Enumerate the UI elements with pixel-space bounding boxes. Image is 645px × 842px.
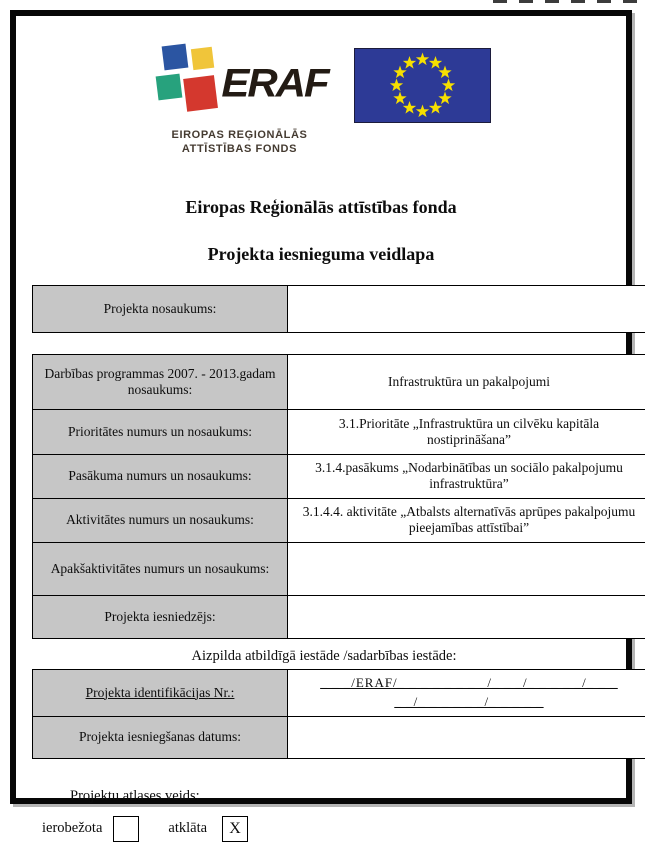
selection-type-section: [42, 788, 626, 842]
option-ierobezota-label: ierobežota: [42, 820, 102, 837]
table-row: [33, 669, 645, 716]
programme-name-value: Infrastruktūra un pakalpojumi: [288, 354, 645, 409]
table-row: [33, 285, 645, 332]
project-id-pattern-line1: _ _ _/ERAF/_ _ _ _ _ _ _ _/_ _ _/_ _ _ _ _/_ _ _: [296, 674, 642, 693]
table-row: [33, 454, 645, 498]
eraf-subtitle: [172, 129, 308, 157]
applicant-input-cell[interactable]: [288, 595, 645, 638]
table-row: [33, 595, 645, 638]
selection-type-heading: Projektu atlases veids:: [70, 788, 626, 805]
applicant-label: Projekta iesniedzējs:: [33, 595, 288, 638]
measure-value: 3.1.4.pasākums „Nodarbinātības un sociālo pakalpojumu infrastruktūra”: [288, 454, 645, 498]
activity-value: 3.1.4.4. aktivitāte „Atbalsts alternatīvās aprūpes pakalpojumu pieejamības attīstībai”: [288, 498, 645, 542]
subactivity-input-cell[interactable]: [288, 542, 645, 595]
project-id-pattern-line2: _ _/_ _ _ _ _ _/_ _ _ _ _: [296, 693, 642, 712]
table-row: [33, 498, 645, 542]
programme-name-label: Darbības programmas 2007. - 2013.gadam nosaukums:: [33, 354, 288, 409]
submission-date-input-cell[interactable]: [288, 716, 645, 758]
form-page: [16, 41, 626, 823]
project-name-table: [32, 285, 645, 333]
form-title-line1: Eiropas Reģionālās attīstības fonda: [16, 197, 626, 218]
eraf-squares-icon: [151, 41, 219, 124]
eu-flag-icon: [354, 48, 491, 123]
programme-table: [32, 354, 645, 639]
subactivity-label: Apakšaktivitātes numurs un nosaukums:: [33, 542, 288, 595]
project-id-label-text: Projekta identifikācijas Nr.:: [86, 685, 235, 700]
priority-label: Prioritātes numurs un nosaukums:: [33, 409, 288, 454]
checkbox-atklata[interactable]: X: [222, 816, 248, 842]
table-row: [33, 542, 645, 595]
eraf-subtitle-line2: ATTĪSTĪBAS FONDS: [172, 143, 308, 157]
eraf-wordmark: ERAF: [221, 63, 327, 103]
scan-artifact: [493, 0, 643, 3]
header-logos: [16, 41, 626, 157]
option-atklata-label: atklāta: [168, 820, 207, 837]
form-title-line2: Projekta iesnieguma veidlapa: [16, 244, 626, 265]
page-border: [10, 10, 632, 804]
table-row: [33, 409, 645, 454]
project-id-label: [33, 669, 288, 716]
official-section-heading: Aizpilda atbildīgā iestāde /sadarbības iestāde:: [32, 648, 616, 665]
project-name-label: Projekta nosaukums:: [33, 285, 288, 332]
table-row: [33, 716, 645, 758]
eraf-logo: [151, 41, 327, 157]
project-id-input-cell[interactable]: [288, 669, 645, 716]
submission-date-label: Projekta iesniegšanas datums:: [33, 716, 288, 758]
checkbox-ierobezota[interactable]: [113, 816, 139, 842]
eraf-subtitle-line1: EIROPAS REĢIONĀLĀS: [172, 129, 308, 143]
table-row: [33, 354, 645, 409]
measure-label: Pasākuma numurs un nosaukums:: [33, 454, 288, 498]
project-name-input-cell[interactable]: [288, 285, 645, 332]
official-table: [32, 669, 645, 759]
activity-label: Aktivitātes numurs un nosaukums:: [33, 498, 288, 542]
priority-value: 3.1.Prioritāte „Infrastruktūra un cilvēku kapitāla nostiprināšana”: [288, 409, 645, 454]
